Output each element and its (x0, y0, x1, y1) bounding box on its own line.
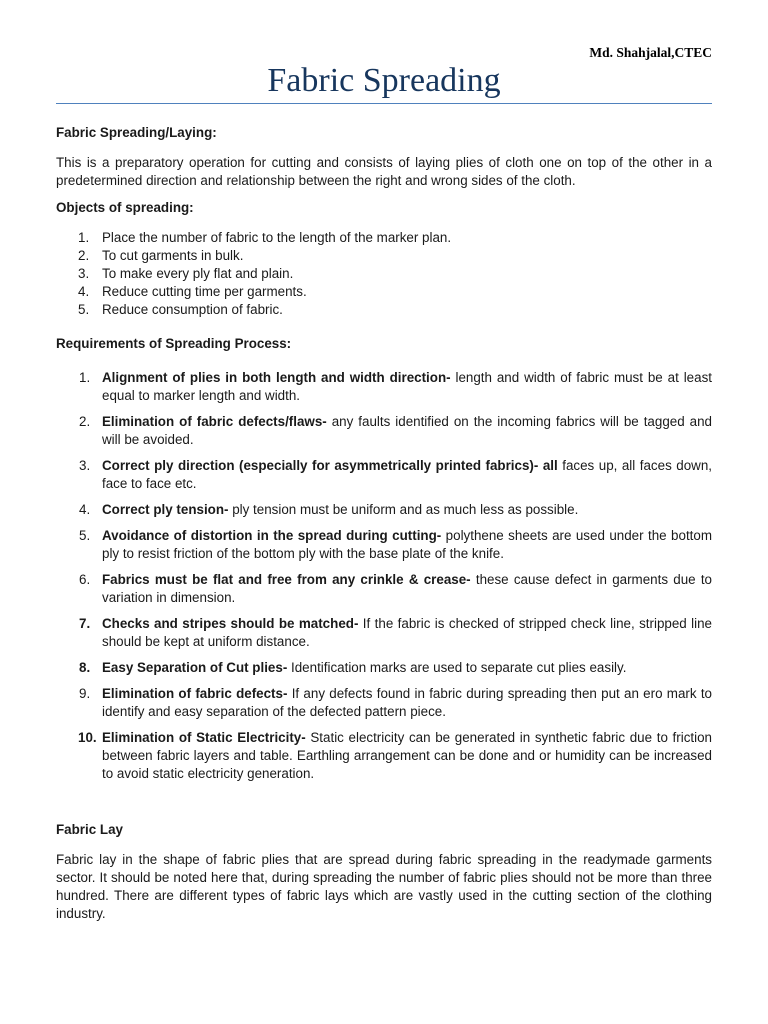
requirement-title: Correct ply tension- (102, 502, 229, 517)
list-number: 1. (79, 370, 91, 385)
list-item-text: Place the number of fabric to the length of the marker plan. (102, 230, 452, 245)
requirements-list-item (56, 729, 712, 783)
requirements-list-item (56, 659, 712, 677)
document-body (56, 124, 712, 923)
requirement-text: polythene sheets are used under the bottom ply to resist friction of the bottom ply with the base plate of the knife. (102, 528, 712, 561)
requirement-text: faces up, all faces down, face to face etc. (102, 458, 712, 491)
objects-list-item (56, 301, 712, 319)
requirement-title: Easy Separation of Cut plies- (102, 660, 288, 675)
lay-paragraph: Fabric lay in the shape of fabric plies that are spread during fabric spreading in the readymade garments sector. It should be noted here that, during spreading the number of fabric plies should not be more than three hundred. There are different types of fabric lays which are vastly used in the cutting section of the clothing industry. (56, 852, 712, 921)
requirements-list-item (56, 501, 712, 519)
list-number: 1. (78, 230, 90, 245)
requirement-text: length and width of fabric must be at least equal to marker length and width. (102, 370, 712, 403)
list-number: 2. (79, 414, 91, 429)
requirements-heading: Requirements of Spreading Process: (56, 336, 292, 351)
requirements-list-item (56, 457, 712, 493)
list-number: 5. (79, 528, 91, 543)
objects-list-item (56, 283, 712, 301)
requirements-list-item (56, 615, 712, 651)
objects-list (56, 229, 712, 319)
requirement-title: Elimination of fabric defects/flaws- (102, 414, 327, 429)
requirement-text: Identification marks are used to separate cut plies easily. (287, 660, 627, 675)
requirement-text: any faults identified on the incoming fabrics will be tagged and will be avoided. (102, 414, 712, 447)
objects-list-item (56, 247, 712, 265)
author-name: Md. Shahjalal,CTEC (589, 45, 712, 60)
list-item-text: Reduce cutting time per garments. (102, 284, 307, 299)
list-number: 2. (78, 248, 90, 263)
spreading-paragraph: This is a preparatory operation for cutting and consists of laying plies of cloth one on top of the other in a predetermined direction and relationship between the right and wrong sides of the cloth. (56, 155, 712, 188)
requirement-text: Static electricity can be generated in synthetic fabric due to friction between fabric layers and table. Earthling arrangement can be done and or humidity can be increased to avoid static electricity generation. (102, 730, 712, 781)
requirements-list-item (56, 527, 712, 563)
list-number: 6. (79, 572, 91, 587)
lay-heading: Fabric Lay (56, 822, 123, 837)
requirements-list-item (56, 685, 712, 721)
title-underline (56, 103, 712, 104)
list-number: 4. (78, 284, 90, 299)
requirements-list-item (56, 571, 712, 607)
requirement-text: ply tension must be uniform and as much less as possible. (228, 502, 579, 517)
list-item-text: Reduce consumption of fabric. (102, 302, 283, 317)
requirement-title: Correct ply direction (especially for asymmetrically printed fabrics)- all (102, 458, 558, 473)
list-number: 10. (78, 730, 97, 745)
list-number: 7. (79, 616, 91, 631)
list-number: 8. (79, 660, 91, 675)
objects-list-item (56, 229, 712, 247)
list-number: 5. (78, 302, 90, 317)
requirement-title: Elimination of fabric defects- (102, 686, 288, 701)
requirements-list-item (56, 369, 712, 405)
requirement-text: If any defects found in fabric during spreading then put an ero mark to identify and easy separation of the defected pattern piece. (102, 686, 712, 719)
requirement-title: Alignment of plies in both length and width direction- (102, 370, 451, 385)
list-number: 3. (79, 458, 91, 473)
requirement-title: Checks and stripes should be matched- (102, 616, 359, 631)
objects-heading: Objects of spreading: (56, 200, 194, 215)
requirement-title: Fabrics must be flat and free from any crinkle & crease- (102, 572, 471, 587)
spreading-heading: Fabric Spreading/Laying: (56, 125, 217, 140)
requirement-title: Avoidance of distortion in the spread during cutting- (102, 528, 442, 543)
list-number: 4. (79, 502, 91, 517)
objects-list-item (56, 265, 712, 283)
requirement-title: Elimination of Static Electricity- (102, 730, 306, 745)
list-number: 3. (78, 266, 90, 281)
requirement-text: If the fabric is checked of stripped check line, stripped line should be kept at uniform distance. (102, 616, 712, 649)
requirements-list (56, 369, 712, 783)
requirements-list-item (56, 413, 712, 449)
list-item-text: To make every ply flat and plain. (102, 266, 294, 281)
page-title: Fabric Spreading (267, 62, 501, 99)
list-number: 9. (79, 686, 91, 701)
list-item-text: To cut garments in bulk. (102, 248, 244, 263)
requirement-text: these cause defect in garments due to variation in dimension. (102, 572, 712, 605)
